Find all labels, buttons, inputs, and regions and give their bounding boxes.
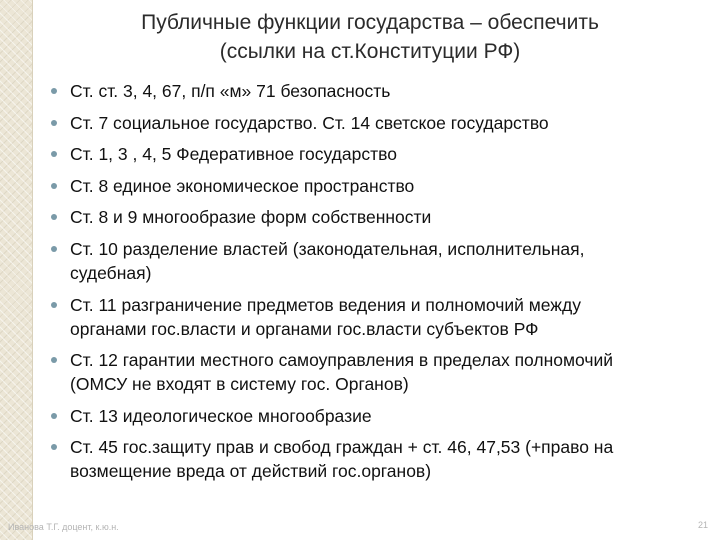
list-item <box>50 404 690 428</box>
list-item-line: Ст. 1, 3 , 4, 5 Федеративное государство <box>70 144 397 165</box>
list-item-text <box>70 142 690 166</box>
list-item-line: Ст. 8 и 9 многообразие форм собственности <box>70 207 432 228</box>
bullet-dot-icon <box>51 214 57 220</box>
list-item-text <box>70 111 690 135</box>
list-item <box>50 435 690 483</box>
bullet-dot-icon <box>51 302 57 308</box>
bullet-dot-icon <box>51 183 57 189</box>
list-item-line: возмещение вреда от действий гос.органов) <box>70 461 432 482</box>
list-item-line: (ОМСУ не входят в систему гос. Органов) <box>70 374 409 395</box>
side-band-divider <box>32 0 33 540</box>
list-item-text <box>70 174 690 198</box>
bullet-dot-icon <box>51 444 57 450</box>
list-item-line: Ст. ст. 3, 4, 67, п/п «м» 71 безопасность <box>70 81 391 101</box>
list-item-line: Ст. 8 единое экономическое пространство <box>70 175 415 196</box>
slide-title <box>60 8 680 66</box>
bullet-dot-icon <box>51 357 57 363</box>
list-item <box>50 205 690 229</box>
list-item-line: Ст. 13 идеологическое многообразие <box>70 405 372 426</box>
bullet-dot-icon <box>51 120 57 126</box>
list-item-line: Ст. 11 разграничение предметов ведения и полномочий между <box>70 294 581 315</box>
list-item <box>50 142 690 166</box>
list-item-line: Ст. 7 социальное государство. Ст. 14 светское государство <box>70 112 549 133</box>
list-item-line: Ст. 45 гос.защиту прав и свобод граждан + ст. 46, 47,53 (+право на <box>70 437 614 458</box>
list-item-line: судебная) <box>70 262 152 283</box>
list-item-text <box>70 237 690 285</box>
list-item-line: Ст. 10 разделение властей (законодательная, исполнительная, <box>70 238 585 259</box>
slide-title-line-2: (ссылки на ст.Конституции РФ) <box>219 40 521 63</box>
decorative-side-band <box>0 0 32 540</box>
page-number: 21 <box>697 520 708 530</box>
list-item <box>50 348 690 396</box>
list-item-text <box>70 293 690 341</box>
bullet-dot-icon <box>51 88 57 94</box>
slide-title-line-1: Публичные функции государства – обеспечить <box>141 11 599 34</box>
list-item-text <box>70 435 690 483</box>
list-item-line: органами гос.власти и органами гос.власти субъектов РФ <box>70 318 539 339</box>
list-item-text <box>70 205 690 229</box>
list-item-line: Ст. 12 гарантии местного самоуправления в пределах полномочий <box>70 350 614 371</box>
list-item-text <box>70 404 690 428</box>
footer-author: Иванова Т.Г. доцент, к.ю.н. <box>8 522 119 532</box>
list-item <box>50 174 690 198</box>
list-item <box>50 111 690 135</box>
list-item <box>50 237 690 285</box>
list-item-text <box>70 348 690 396</box>
bullet-dot-icon <box>51 413 57 419</box>
list-item <box>50 293 690 341</box>
bullet-dot-icon <box>51 151 57 157</box>
bullet-dot-icon <box>51 246 57 252</box>
list-item-text <box>70 79 690 103</box>
bullet-list <box>50 79 690 491</box>
list-item <box>50 79 690 103</box>
